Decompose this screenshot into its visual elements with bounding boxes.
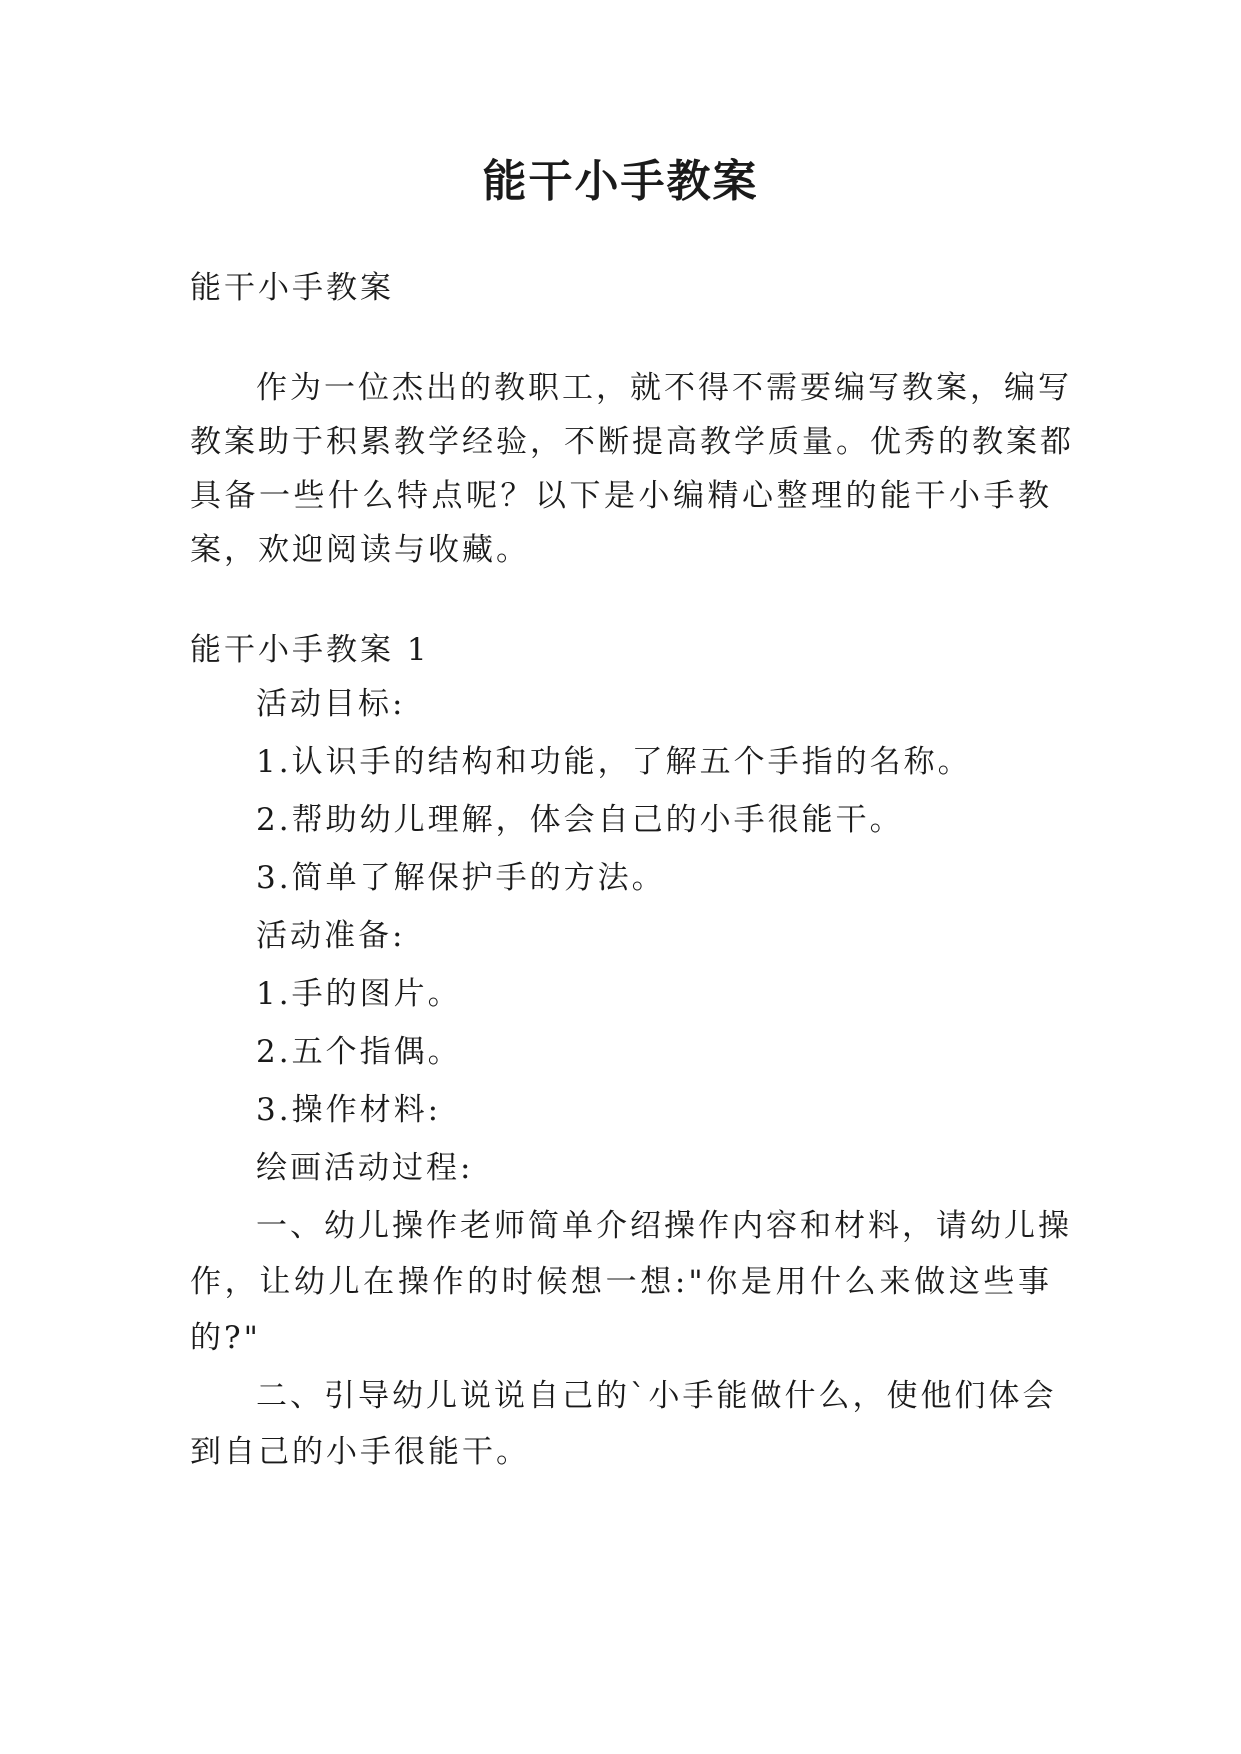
step-line: 的?" (190, 1320, 261, 1356)
prep-item: 3.操作材料: (256, 1092, 442, 1128)
intro-line: 具备一些什么特点呢？以下是小编精心整理的能干小手教 (190, 478, 1052, 514)
section-heading: 能干小手教案 1 (190, 632, 430, 668)
step-line: 到自己的小手很能干。 (190, 1434, 530, 1470)
goal-item: 1.认识手的结构和功能，了解五个手指的名称。 (256, 744, 972, 780)
intro-line: 案，欢迎阅读与收藏。 (190, 532, 530, 568)
intro-line: 作为一位杰出的教职工，就不得不需要编写教案，编写 (256, 370, 1072, 406)
step-line: 一、幼儿操作老师简单介绍操作内容和材料，请幼儿操 (256, 1208, 1072, 1244)
prep-item: 2.五个指偶。 (256, 1034, 462, 1070)
goal-item: 3.简单了解保护手的方法。 (256, 860, 666, 896)
intro-line: 教案助于积累教学经验，不断提高教学质量。优秀的教案都 (190, 424, 1074, 460)
goals-label: 活动目标: (256, 686, 406, 722)
process-label: 绘画活动过程: (256, 1150, 474, 1186)
goal-item: 2.帮助幼儿理解，体会自己的小手很能干。 (256, 802, 904, 838)
step-line: 作，让幼儿在操作的时候想一想:"你是用什么来做这些事 (190, 1264, 1052, 1300)
step-line: 二、引导幼儿说说自己的`小手能做什么，使他们体会 (256, 1378, 1057, 1414)
document-title: 能干小手教案 (482, 156, 759, 207)
prep-label: 活动准备: (256, 918, 406, 954)
document-subtitle: 能干小手教案 (190, 270, 394, 306)
prep-item: 1.手的图片。 (256, 976, 462, 1012)
